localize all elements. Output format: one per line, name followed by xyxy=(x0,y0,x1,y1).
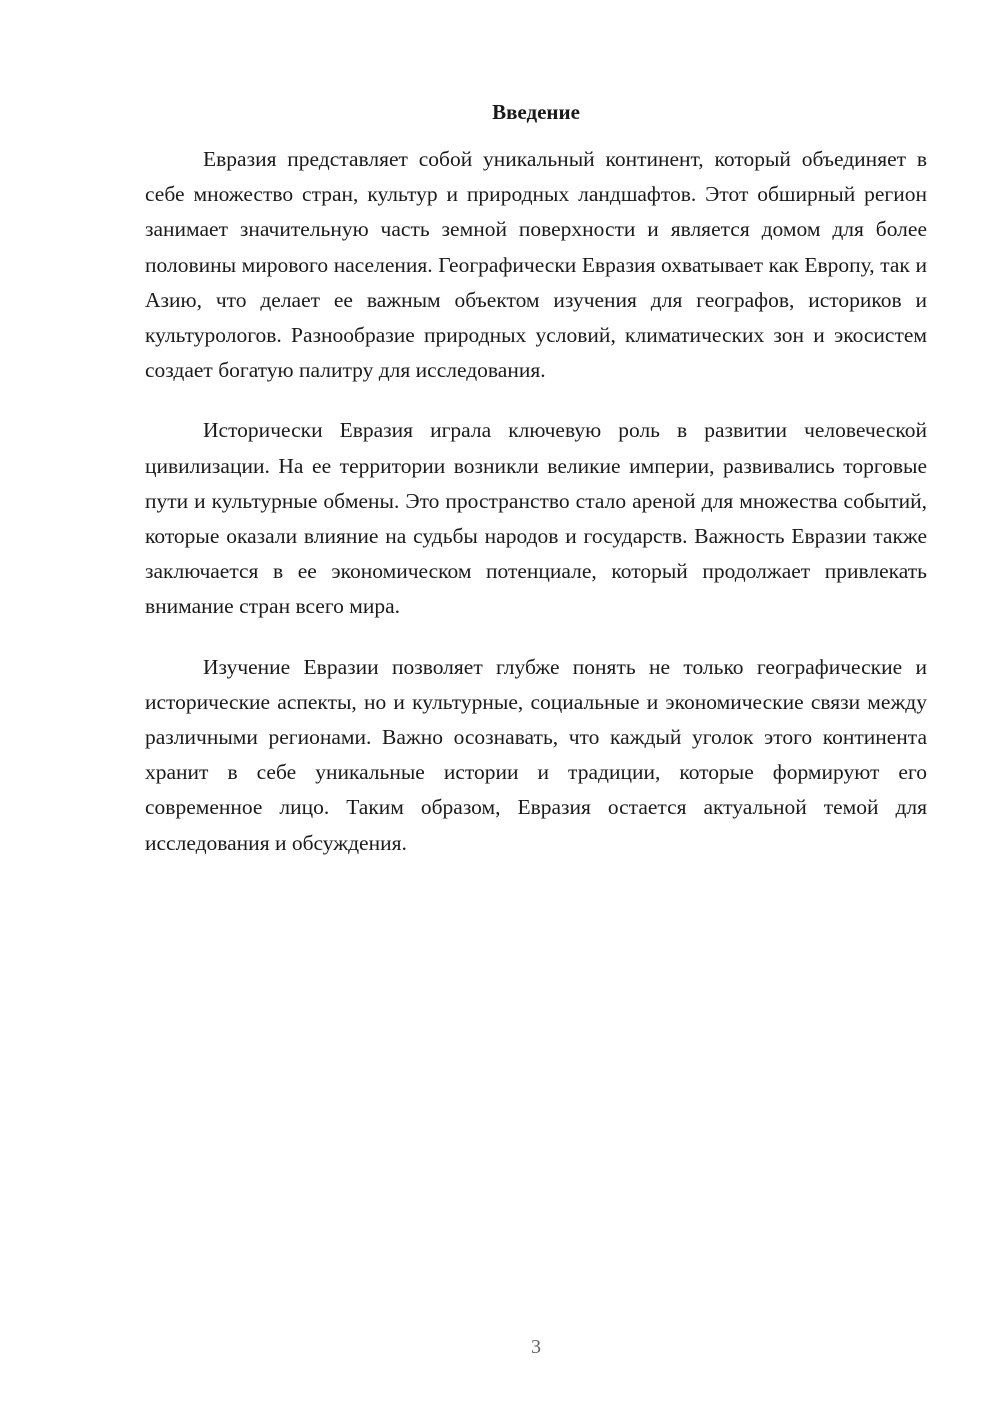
paragraph-intro: Евразия представляет собой уникальный континент, который объединяет в себе множество стран, культур и природных ландшафтов. Этот обширный регион занимает значительную часть земной поверхности и является домом для более половины мирового населения. Географически Евразия охватывает как Европу, так и Азию, что делает ее важным объектом изучения для географов, историков и культурологов. Разнообразие природных условий, климатических зон и экосистем создает богатую палитру для исследования. xyxy=(145,147,927,383)
page-number: 3 xyxy=(531,1336,541,1358)
paragraph-history: Исторически Евразия играла ключевую роль в развитии человеческой цивилизации. На ее территории возникли великие империи, развивались торговые пути и культурные обмены. Это пространство стало ареной для множества событий, которые оказали влияние на судьбы народов и государств. Важность Евразии также заключается в ее экономическом потенциале, который продолжает привлекать внимание стран всего мира. xyxy=(145,418,927,619)
section-heading: Введение xyxy=(492,100,580,124)
paragraph-study: Изучение Евразии позволяет глубже понять не только географические и исторические аспекты, но и культурные, социальные и экономические связи между различными регионами. Важно осознавать, что каждый уголок этого континента хранит в себе уникальные истории и традиции, которые формируют его современное лицо. Таким образом, Евразия остается актуальной темой для исследования и обсуждения. xyxy=(145,654,927,855)
document-body xyxy=(145,142,927,886)
